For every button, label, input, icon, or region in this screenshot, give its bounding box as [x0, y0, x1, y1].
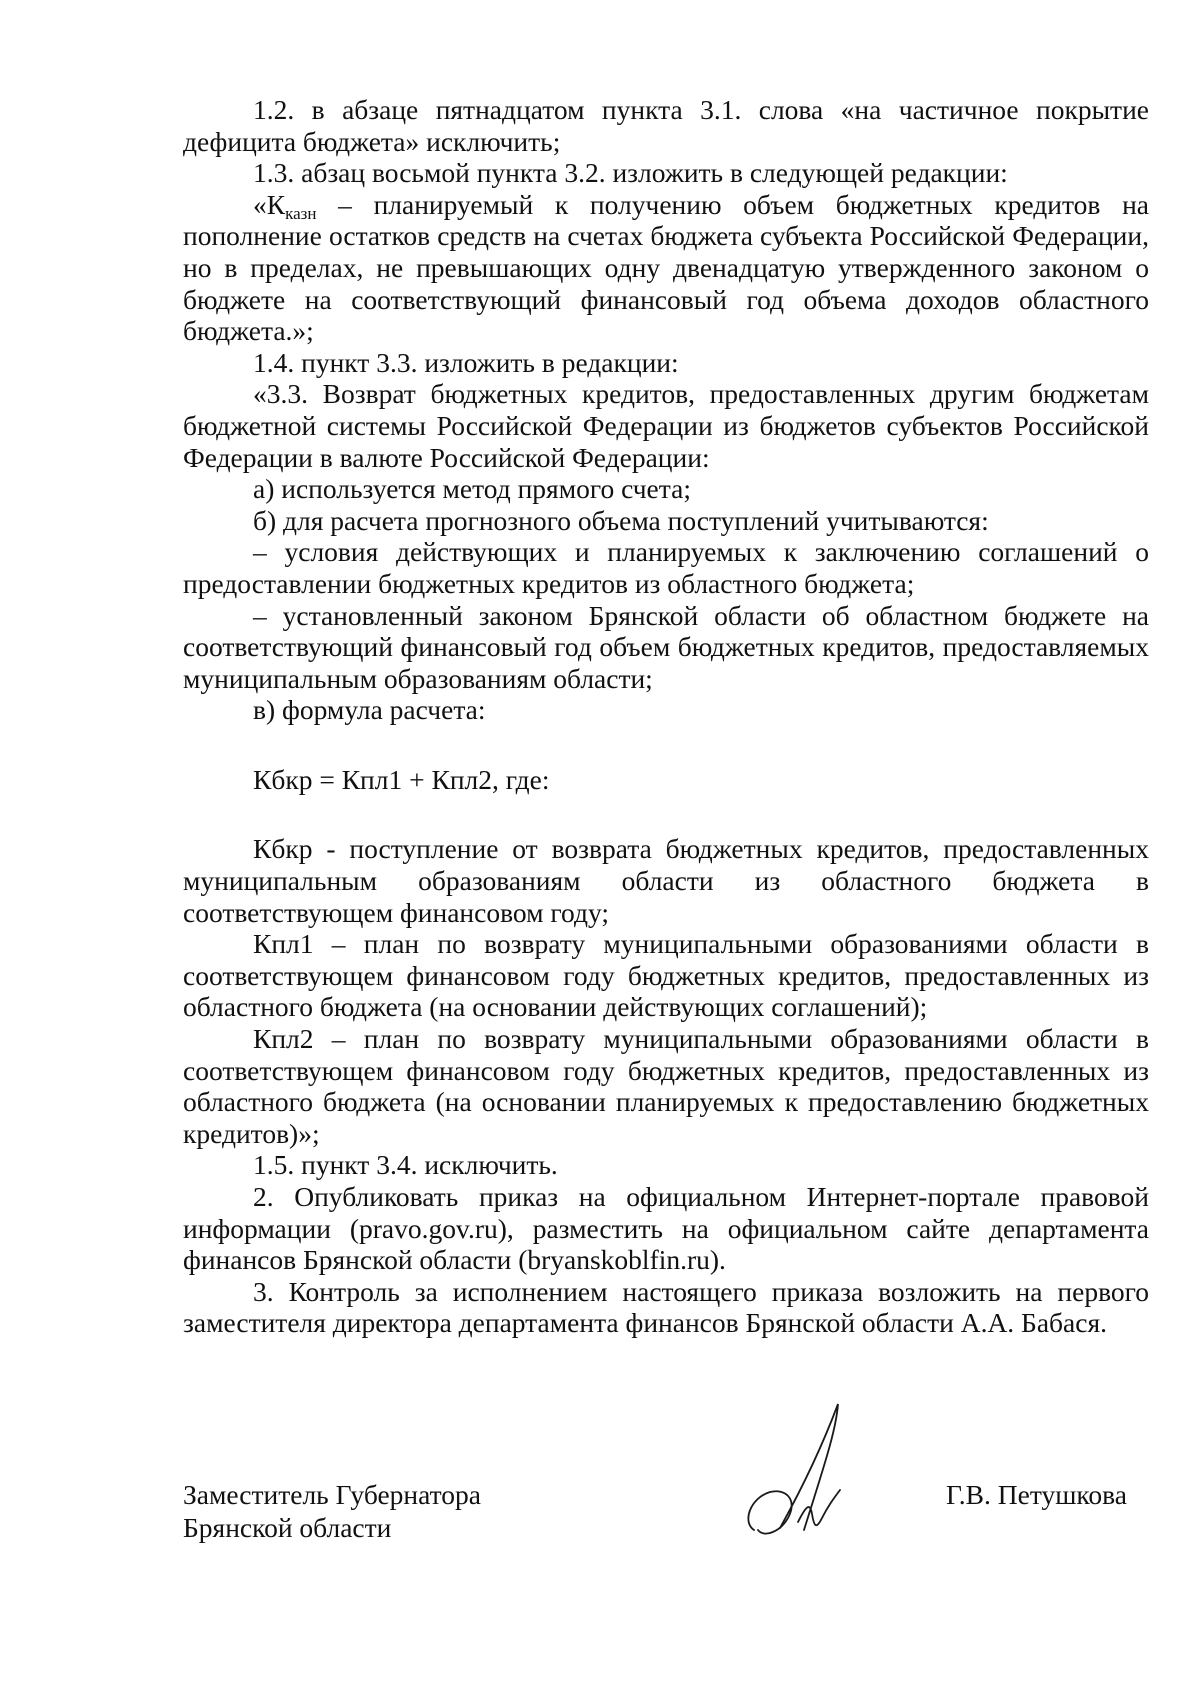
signatory-position [183, 1478, 481, 1544]
paragraph-kpl1-definition: Кпл1 – план по возврату муниципальными образованиями области в соответствующем финансовом году бюджетных кредитов, предоставленных из областного бюджета (на основании действующих соглашений); [183, 928, 1149, 1023]
signatory-position-line-1: Заместитель Губернатора [183, 1479, 481, 1510]
handwritten-signature [740, 1402, 880, 1552]
paragraph-item-b: б) для расчета прогнозного объема поступлений учитываются: [253, 504, 989, 536]
signatory-name: Г.В. Петушкова [946, 1479, 1127, 1510]
paragraph-1-2: 1.2. в абзаце пятнадцатом пункта 3.1. слова «на частичное покрытие дефицита бюджета» исключить; [183, 94, 1149, 157]
paragraph-1-3: 1.3. абзац восьмой пункта 3.2. изложить в следующей редакции: [253, 157, 1008, 189]
paragraph-3: 3. Контроль за исполнением настоящего приказа возложить на первого заместителя директора департамента финансов Брянской области А.А. Бабася. [183, 1275, 1149, 1339]
paragraph-3-3: «3.3. Возврат бюджетных кредитов, предоставленных другим бюджетам бюджетной системы Российской Федерации из бюджетов субъектов Российской Федерации в валюте Российской Федерации: [183, 378, 1149, 473]
paragraph-kpl2-definition: Кпл2 – план по возврату муниципальными образованиями области в соответствующем финансовом году бюджетных кредитов, предоставленных из областного бюджета (на основании планируемых к предоставлению бюджетных кредитов)»; [183, 1023, 1149, 1149]
paragraph-1-4: 1.4. пункт 3.3. изложить в редакции: [253, 346, 679, 378]
formula-line: Кбкр = Кпл1 + Кпл2, где: [253, 763, 550, 795]
k-kazn-symbol: «К [253, 188, 286, 220]
paragraph-k-kazn [183, 189, 1149, 347]
paragraph-2: 2. Опубликовать приказ на официальном Интернет-портале правовой информации (pravo.gov.ru), разместить на официальном сайте департамента финансов Брянской области (bryanskoblfin.ru). [183, 1181, 1149, 1276]
paragraph-item-b-1: – условия действующих и планируемых к заключению соглашений о предоставлении бюджетных кредитов из областного бюджета; [183, 536, 1149, 599]
document-body [183, 94, 1149, 1339]
paragraph-kbkr-definition: Кбкр - поступление от возврата бюджетных кредитов, предоставленных муниципальным образованиям области из областного бюджета в соответствующем финансовом году; [183, 833, 1149, 928]
paragraph-item-a: а) используется метод прямого счета; [253, 473, 691, 505]
k-kazn-subscript: казн [285, 203, 317, 223]
paragraph-item-v: в) формула расчета: [253, 694, 486, 726]
k-kazn-definition: – планируемый к получению объем бюджетных кредитов на пополнение остатков средств на счетах бюджета субъекта Российской Федерации, но в пределах, не превышающих одну двенадцатую утвержденного законом о бюджете на соответствующий финансовый год объема доходов областного бюджета.»; [183, 188, 1149, 347]
paragraph-1-5: 1.5. пункт 3.4. исключить. [253, 1149, 558, 1181]
signatory-position-line-2: Брянской области [183, 1512, 392, 1543]
paragraph-item-b-2: – установленный законом Брянской области об областном бюджете на соответствующий финансовый год объем бюджетных кредитов, предоставляемых муниципальным образованиям области; [183, 599, 1149, 694]
